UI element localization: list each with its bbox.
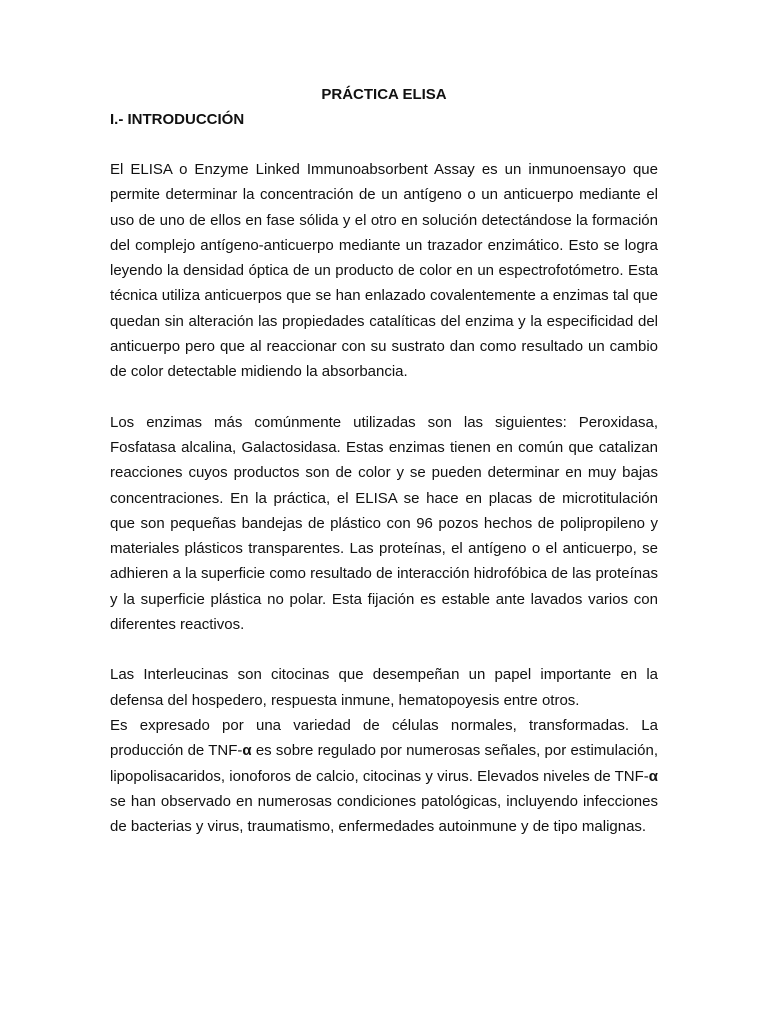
- tnf-alpha-term: [615, 768, 658, 785]
- tnf-prefix: TNF-: [208, 742, 243, 760]
- paragraph-tnf-text-2: es sobre regulado por numerosas señales, por estimulación, lipopolisacaridos, ionoforos de calcio, citocinas y virus. Elevados niveles de: [110, 742, 658, 785]
- paragraph-interleucinas: Las Interleucinas son citocinas que desempeñan un papel importante en la defensa del hospedero, respuesta inmune, hematopoyesis entre otros.: [110, 666, 658, 709]
- document-title: PRÁCTICA ELISA: [321, 86, 447, 103]
- paragraph-elisa-definition: El ELISA o Enzyme Linked Immunoabsorbent Assay es un inmunoensayo que permite determinar la concentración de un antígeno o un anticuerpo mediante el uso de uno de ellos en fase sólida y el otro en solución detectándose la formación del complejo antígeno-anticuerpo mediante un trazador enzimático. Esto se logra leyendo la densidad óptica de un producto de color en un espectrofotómetro. Esta técnica utiliza anticuerpos que se han enlazado covalentemente a enzimas tal que quedan sin alteración las propiedades catalíticas del enzima y la especificidad del anticuerpo pero que al reaccionar con su sustrato dan como resultado un cambio de color detectable midiendo la absorbancia.: [110, 161, 658, 381]
- tnf-prefix: TNF-: [614, 767, 649, 785]
- paragraph-tnf-alpha: [110, 713, 658, 839]
- paragraph-enzimas: Los enzimas más comúnmente utilizadas son las siguientes: Peroxidasa, Fosfatasa alcalina, Galactosidasa. Estas enzimas tienen en común que catalizan reacciones cuyos productos son de color y se pueden determinar en muy bajas concentraciones. En la práctica, el ELISA se hace en placas de microtitulación que son pequeñas bandejas de plástico con 96 pozos hechos de polipropileno y materiales plásticos transparentes. Las proteínas, el antígeno o el anticuerpo, se adhieren a la superficie como resultado de interacción hidrofóbica de las proteínas y la superficie plástica no polar. Esta fijación es estable ante lavados varios con diferentes reactivos.: [110, 413, 658, 634]
- paragraph-tnf-text-1: Es expresado por una variedad de células normales, transformadas. La producción de: [110, 716, 658, 760]
- section-heading-introduccion: I.- INTRODUCCIÓN: [110, 111, 245, 128]
- paragraph-tnf-text-3: se han observado en numerosas condiciones patológicas, incluyendo infecciones de bacterias y virus, traumatismo, enfermedades autoinmune y de tipo malignas.: [110, 792, 658, 836]
- alpha-symbol: α: [242, 742, 252, 760]
- tnf-alpha-term: [208, 742, 251, 759]
- alpha-symbol: α: [648, 767, 658, 785]
- document-page: [110, 82, 658, 839]
